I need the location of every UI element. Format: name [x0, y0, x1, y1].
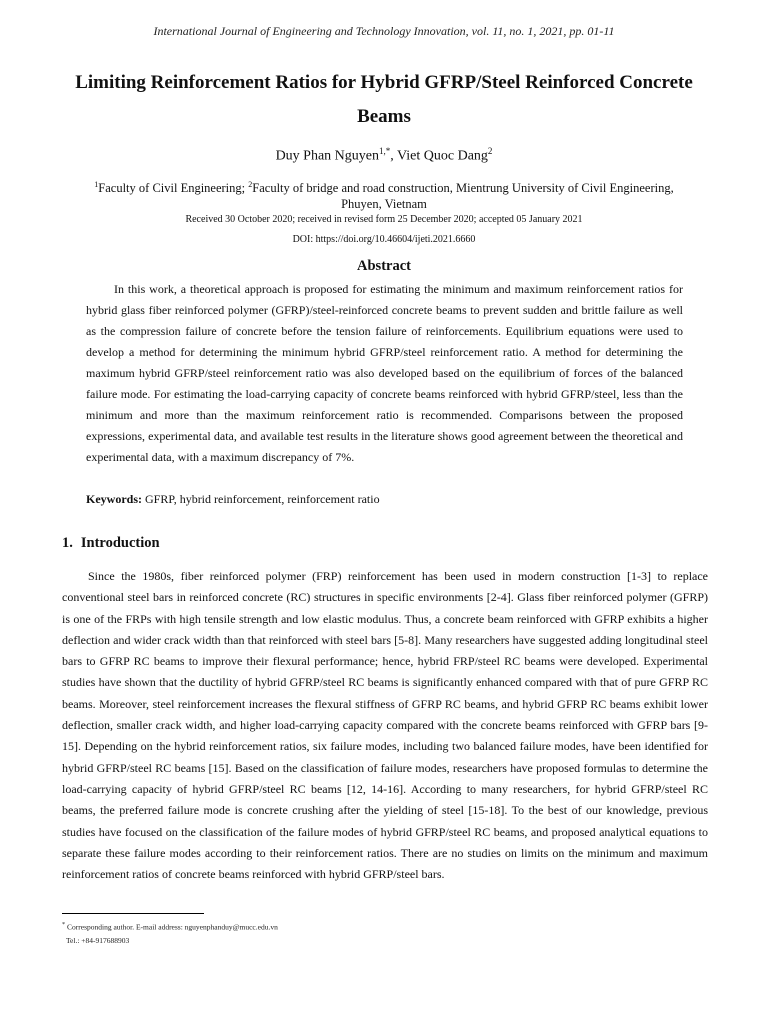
author-separator: , [390, 148, 397, 164]
affiliation-superscript: 2 [248, 180, 253, 189]
affiliations [80, 177, 688, 212]
paper-title: Limiting Reinforcement Ratios for Hybrid GFRP/Steel Reinforced Concrete Beams [75, 72, 693, 127]
received-dates: Received 30 October 2020; received in revised form 25 December 2020; accepted 05 January 2021 [185, 214, 583, 225]
author-line [0, 146, 768, 165]
author-name: Duy Phan Nguyen [275, 148, 379, 164]
footnote [62, 918, 278, 947]
affiliation-text: Faculty of bridge and road construction, Mientrung University of Civil Engineering, Phuyen, Vietnam [252, 181, 674, 212]
footnote-marker: * [62, 921, 66, 928]
keywords-label: Keywords: [86, 492, 142, 506]
abstract-body: In this work, a theoretical approach is proposed for estimating the minimum and maximum reinforcement ratios for hybrid glass fiber reinforced polymer (GFRP)/steel-reinforced concrete beams to prevent sudden and brittle failure as well as the compression failure of concrete before the tension failure of reinforcements. Equilibrium equations were used to develop a method for determining the minimum hybrid GFRP/steel reinforcement ratio. A method for determining the maximum hybrid GFRP/steel reinforcement ratio was also developed based on the equilibrium of forces of the balanced failure mode. For estimating the load-carrying capacity of concrete beams reinforced with hybrid GFRP/steel, less than the minimum and more than the maximum reinforcement ratio is recommended. Comparisons between the proposed expressions, experimental data, and available test results in the literature shows good agreement between the theoretical and experimental data, with a maximum discrepancy of 7%. [86, 282, 683, 464]
author-superscript: 1,* [379, 146, 391, 156]
section-title: Introduction [80, 535, 160, 551]
running-head: International Journal of Engineering and Technology Innovation, vol. 11, no. 1, 2021, pp. 01-11 [153, 24, 615, 38]
author-name: Viet Quoc Dang [397, 148, 488, 164]
keywords-value: GFRP, hybrid reinforcement, reinforcement ratio [142, 492, 380, 506]
affiliation-superscript: 1 [94, 180, 99, 189]
section-heading-introduction [62, 535, 160, 552]
abstract-heading: Abstract [357, 258, 411, 274]
keywords [86, 492, 683, 507]
author-superscript: 2 [487, 146, 493, 156]
introduction-body: Since the 1980s, fiber reinforced polymer (FRP) reinforcement has been used in modern construction [1-3] to replace conventional steel bars in reinforced concrete (RC) structures in specific environments [2-4]. Glass fiber reinforced polymer (GFRP) is one of the FRPs with high tensile strength and low elastic modulus. Thus, a concrete beam reinforced with GFRP exhibits a higher deflection and wider crack width than that reinforced with steel bars [5-8]. Many researchers have suggested adding longitudinal steel bars to GFRP RC beams to improve their flexural performance; hence, hybrid FRP/steel RC beams were developed. Experimental studies have shown that the ductility of hybrid GFRP/steel RC beams is significantly enhanced compared with that of pure GFRP RC beams. Moreover, steel reinforcement increases the flexural stiffness of GFRP RC beams, and hybrid GFRP RC beams exhibit lower deflection, smaller crack width, and higher load-carrying capacity compared with the concrete beams reinforced with GFRP bars [9-15]. Depending on the hybrid reinforcement ratios, six failure modes, including two balanced failure modes, have been identified for hybrid GFRP/steel RC beams [15]. Based on the classification of failure modes, researchers have proposed formulas to determine the load-carrying capacity of hybrid GFRP/steel RC beams [12, 14-16]. According to many researchers, for hybrid GFRP/steel RC beams, the preferred failure mode is concrete crushing after the yielding of steel [15-18]. To the best of our knowledge, previous studies have focused on the classification of the failure modes of hybrid GFRP/steel RC beams, and proposed analytical equations to separate these failure modes according to their reinforcement ratios. There are no studies on limits on the minimum and maximum reinforcement ratios of concrete beams reinforced with hybrid GFRP/steel bars. [62, 569, 708, 882]
footnote-tel: Tel.: +84-917688903 [66, 935, 130, 945]
footnote-divider [62, 913, 204, 914]
doi-line: DOI: https://doi.org/10.46604/ijeti.2021.6660 [292, 234, 476, 245]
affiliation-text: Faculty of Civil Engineering; [98, 181, 249, 196]
footnote-email-line [62, 918, 278, 934]
footnote-email: Corresponding author. E-mail address: nguyenphanduy@mucc.edu.vn [65, 922, 278, 932]
section-number: 1. [62, 535, 73, 551]
